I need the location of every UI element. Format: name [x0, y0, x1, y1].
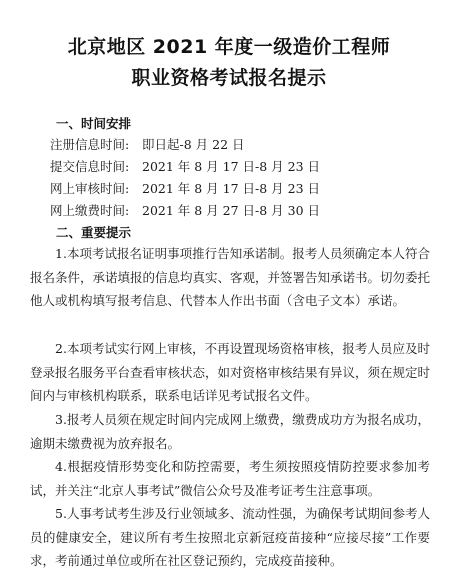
tip-paragraph-4: 4.根据疫情形势变化和防控需要，考生须按照疫情防控要求参加考试，并关注“北京人事考试”微信公众号及准考证考生注意事项。 [30, 459, 430, 498]
schedule-row-register [50, 137, 245, 153]
section-heading-schedule: 一、时间安排 [56, 116, 132, 131]
schedule-value: 即日起-8 月 22 日 [142, 137, 245, 152]
title-line-1: 北京地区 2021 年度一级造价工程师 [67, 36, 391, 58]
schedule-value: 2021 年 8 月 27 日-8 月 30 日 [142, 203, 321, 218]
tip-paragraph-2: 2.本项考试实行网上审核，不再设置现场资格审核，报考人员应及时登录报名服务平台查看审核状态，如对资格审核结果有异议，须在规定时间内与审核机构联系，联系电话详见考试报名文件。 [30, 341, 431, 403]
tip-paragraph-1: 1.本项考试报名证明事项推行告知承诺制。报考人员须确定本人符合报名条件，承诺填报的信息均真实、客观，并签署告知承诺书。切勿委托他人或机构填写报考信息、代替本人作出书面（含电子文本）承诺。 [30, 246, 431, 308]
schedule-label: 注册信息时间: [50, 137, 130, 152]
section-heading-tips: 二、重要提示 [56, 225, 132, 240]
schedule-value: 2021 年 8 月 17 日-8 月 23 日 [142, 159, 321, 174]
schedule-row-payment [50, 203, 320, 219]
schedule-label: 网上缴费时间: [50, 203, 130, 218]
schedule-label: 提交信息时间: [50, 159, 130, 174]
title-line-2: 职业资格考试报名提示 [131, 67, 327, 89]
schedule-row-review [50, 181, 320, 197]
schedule-row-submit [50, 159, 320, 175]
tip-paragraph-3: 3.报考人员须在规定时间内完成网上缴费，缴费成功方为报名成功，逾期未缴费视为放弃报名。 [30, 412, 430, 451]
tip-paragraph-5: 5.人事考试考生涉及行业领域多、流动性强，为确保考试期间参考人员的健康安全，建议所有考生按照北京新冠疫苗接种“应接尽接”工作要求，考前通过单位或所在社区登记预约，完成疫苗接种。 [30, 506, 430, 568]
schedule-label: 网上审核时间: [50, 181, 130, 196]
schedule-value: 2021 年 8 月 17 日-8 月 23 日 [142, 181, 321, 196]
